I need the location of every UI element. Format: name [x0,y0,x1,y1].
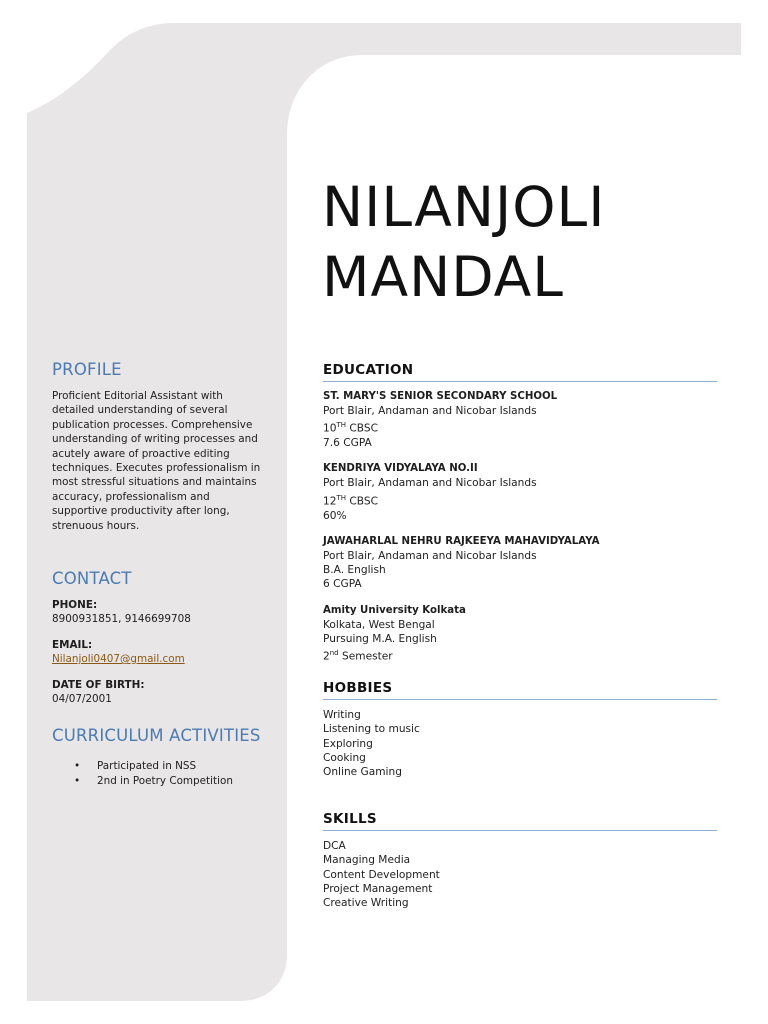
contact-heading: CONTACT [52,569,132,589]
list-item: Exploring [323,737,373,750]
curriculum-heading: CURRICULUM ACTIVITIES [52,726,261,746]
email-block [52,638,264,666]
profile-heading: PROFILE [52,360,122,379]
school-location: Port Blair, Andaman and Nicobar Islands [323,549,537,562]
education-item [323,535,717,592]
bullet-icon: • [74,760,81,773]
education-item [323,604,717,664]
education-section [323,360,717,664]
profile-text: Proficient Editorial Assistant with detailed understanding of several publication processes. Comprehensive understanding of writing processes and acutely aware of proactive editing techniques. Executes professionalism in most stressful situations and maintains accuracy, professionalism and supportive productivity after long, strenuous hours. [52,390,261,532]
curriculum-section [52,726,264,789]
school-name: ST. MARY'S SENIOR SECONDARY SCHOOL [323,391,558,402]
list-item: Online Gaming [323,765,402,778]
candidate-name [322,172,605,312]
school-location: Kolkata, West Bengal [323,618,435,631]
school-name: Amity University Kolkata [323,604,466,616]
phone-value: 8900931851, 9146699708 [52,613,191,626]
dob-label: DATE OF BIRTH: [52,679,145,692]
contact-section [52,569,264,706]
school-location: Port Blair, Andaman and Nicobar Islands [323,405,537,417]
curriculum-list [52,759,264,789]
skills-list [323,839,717,910]
hobbies-section [323,678,717,779]
list-item: DCA [323,840,346,853]
skills-heading: SKILLS [323,809,717,831]
name-line-1: NILANJOLI [322,175,606,239]
school-location: Port Blair, Andaman and Nicobar Islands [323,477,537,490]
hobbies-heading: HOBBIES [323,678,717,700]
grade: 10TH CBSC [323,421,378,435]
skills-section [323,809,717,910]
dob-value: 04/07/2001 [52,693,112,706]
hobbies-list [323,708,717,779]
list-item: Cooking [323,751,366,764]
main-content [323,360,717,940]
name-line-2: MANDAL [322,245,564,309]
education-item [323,462,717,522]
score: 6 CGPA [323,578,362,591]
education-item [323,390,717,450]
score: 7.6 CGPA [323,437,372,450]
list-item: • Participated in NSS [74,760,197,773]
degree: B.A. English [323,564,386,577]
status: Pursuing M.A. English [323,633,437,646]
list-item: Writing [323,709,361,722]
list-item: Managing Media [323,854,411,867]
email-label: EMAIL: [52,639,93,652]
score: 60% [323,509,347,522]
list-item: Content Development [323,868,440,881]
list-item: Listening to music [323,723,420,736]
list-item: • 2nd in Poetry Competition [74,775,233,788]
phone-block [52,598,264,626]
list-item: Project Management [323,882,433,895]
school-name: JAWAHARLAL NEHRU RAJKEEYA MAHAVIDYALAYA [323,535,600,547]
semester: 2nd Semester [323,649,393,663]
profile-section [52,360,264,533]
phone-label: PHONE: [52,599,98,612]
list-item: Creative Writing [323,896,409,909]
school-name: KENDRIYA VIDYALAYA NO.II [323,463,478,475]
grade: 12TH CBSC [323,493,378,508]
sidebar [52,360,264,789]
education-heading: EDUCATION [323,360,717,382]
bullet-icon: • [74,775,81,788]
email-link[interactable]: Nilanjoli0407@gmail.com [52,653,185,666]
dob-block [52,678,264,706]
